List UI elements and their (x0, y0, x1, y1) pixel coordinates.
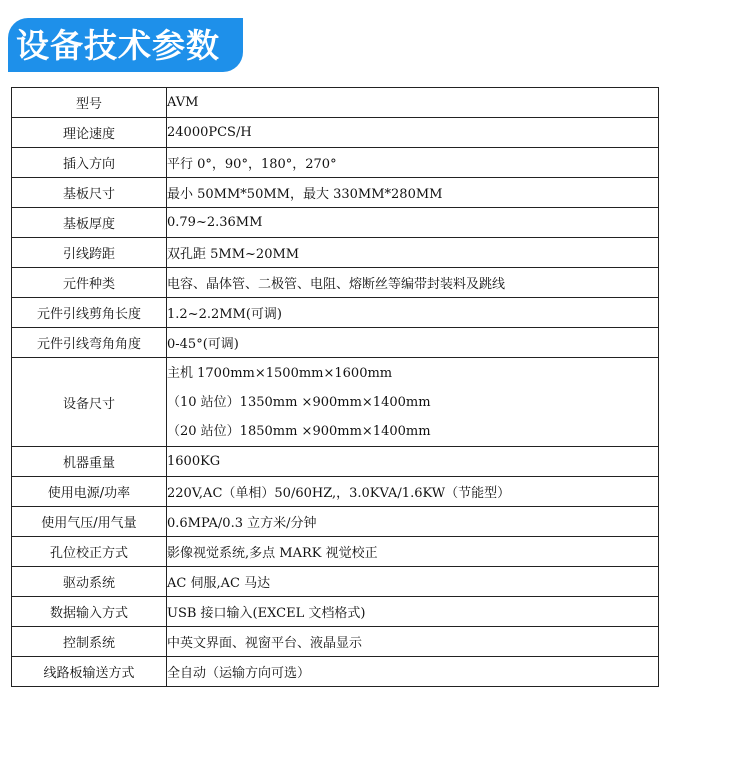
table-row (12, 148, 659, 178)
table-row (12, 208, 659, 238)
table-row (12, 298, 659, 328)
spec-value (167, 358, 659, 447)
spec-value: USB 接口输入(EXCEL 文档格式) (167, 597, 659, 627)
spec-value: AVM (167, 88, 659, 118)
spec-value: 电容、晶体管、二极管、电阻、熔断丝等编带封装料及跳线 (167, 268, 659, 298)
spec-table (11, 87, 659, 687)
spec-label: 型号 (12, 88, 167, 118)
spec-value: 最小 50MM*50MM，最大 330MM*280MM (167, 178, 659, 208)
table-row (12, 627, 659, 657)
spec-label: 插入方向 (12, 148, 167, 178)
table-row (12, 657, 659, 687)
spec-label: 使用气压/用气量 (12, 507, 167, 537)
spec-label: 基板尺寸 (12, 178, 167, 208)
spec-value: 220V,AC（单相）50/60HZ,，3.0KVA/1.6KW（节能型） (167, 477, 659, 507)
table-row (12, 118, 659, 148)
spec-label: 控制系统 (12, 627, 167, 657)
table-row (12, 597, 659, 627)
spec-label: 元件引线弯角角度 (12, 328, 167, 358)
table-row (12, 567, 659, 597)
spec-value-line: 主机 1700mm×1500mm×1600mm (167, 365, 393, 381)
spec-label: 驱动系统 (12, 567, 167, 597)
table-row (12, 238, 659, 268)
spec-value: 平行 0°，90°，180°，270° (167, 148, 659, 178)
spec-value: 0.79~2.36MM (167, 208, 659, 238)
spec-label: 元件种类 (12, 268, 167, 298)
table-row (12, 507, 659, 537)
section-title: 设备技术参数 (16, 26, 220, 65)
spec-value: 0.6MPA/0.3 立方米/分钟 (167, 507, 659, 537)
spec-label: 理论速度 (12, 118, 167, 148)
spec-label: 引线跨距 (12, 238, 167, 268)
spec-value: 1.2~2.2MM(可调) (167, 298, 659, 328)
table-row (12, 477, 659, 507)
spec-value: 全自动（运输方向可选） (167, 657, 659, 687)
table-row (12, 88, 659, 118)
spec-value: 影像视觉系统,多点 MARK 视觉校正 (167, 537, 659, 567)
spec-value-line: （10 站位）1350mm ×900mm×1400mm (167, 394, 431, 410)
spec-value-line: （20 站位）1850mm ×900mm×1400mm (167, 423, 431, 439)
spec-label: 元件引线剪角长度 (12, 298, 167, 328)
spec-label: 机器重量 (12, 447, 167, 477)
table-row (12, 178, 659, 208)
spec-label: 孔位校正方式 (12, 537, 167, 567)
spec-value: AC 伺服,AC 马达 (167, 567, 659, 597)
table-row (12, 328, 659, 358)
spec-label: 数据输入方式 (12, 597, 167, 627)
spec-label: 基板厚度 (12, 208, 167, 238)
table-row (12, 358, 659, 447)
spec-label: 线路板输送方式 (12, 657, 167, 687)
spec-value: 中英文界面、视窗平台、液晶显示 (167, 627, 659, 657)
spec-value: 24000PCS/H (167, 118, 659, 148)
table-row (12, 268, 659, 298)
table-row (12, 447, 659, 477)
spec-label: 使用电源/功率 (12, 477, 167, 507)
spec-value: 1600KG (167, 447, 659, 477)
spec-label: 设备尺寸 (12, 358, 167, 447)
spec-value: 双孔距 5MM~20MM (167, 238, 659, 268)
spec-value: 0-45°(可调) (167, 328, 659, 358)
table-row (12, 537, 659, 567)
